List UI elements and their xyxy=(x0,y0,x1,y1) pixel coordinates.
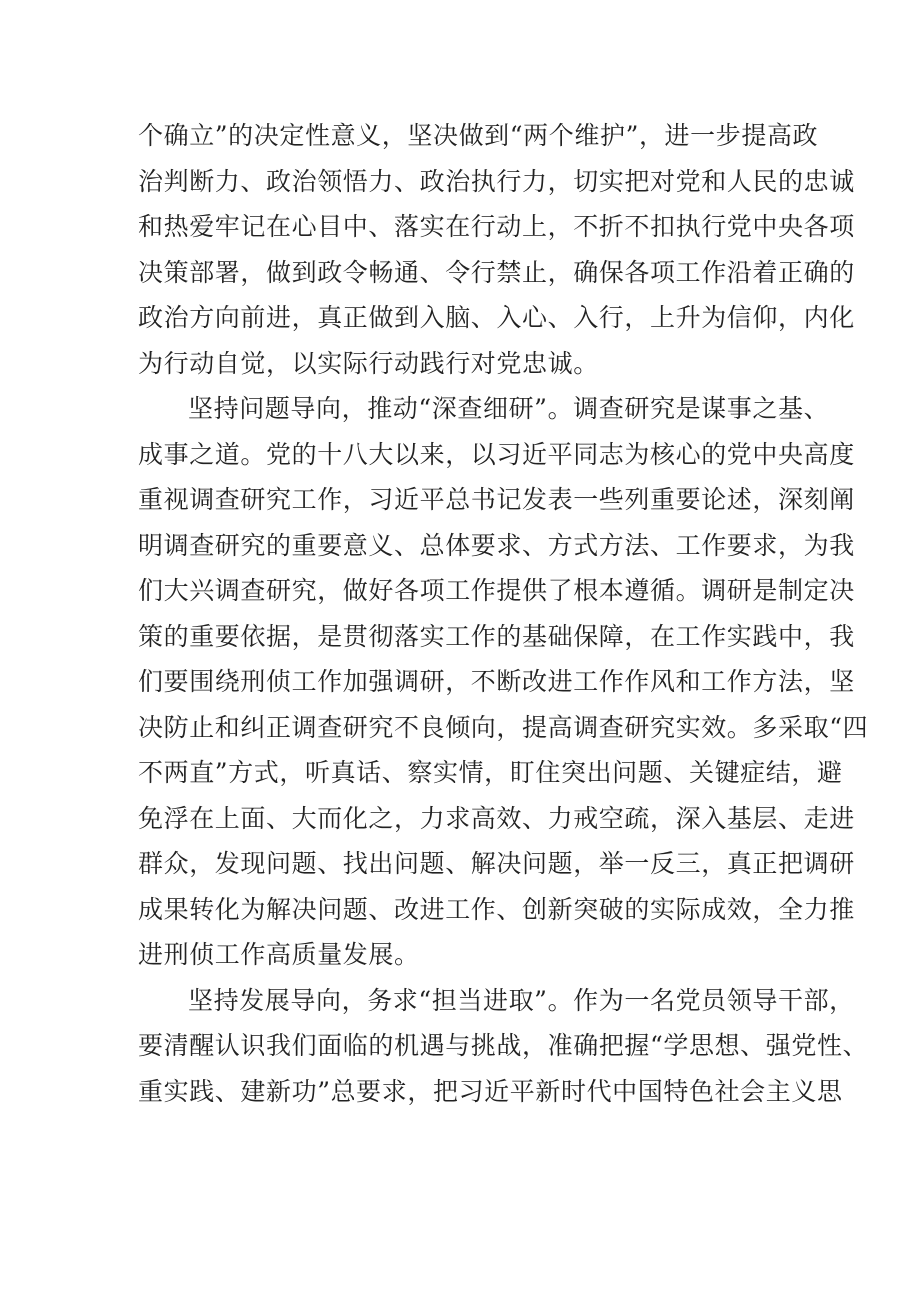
paragraph-1 xyxy=(138,113,855,386)
text-line: 重视调查研究工作，习近平总书记发表一些列重要论述，深刻阐 xyxy=(138,485,855,514)
text-line: 个确立”的决定性意义，坚决做到“两个维护”，进一步提高政 xyxy=(138,121,819,150)
paragraph-3 xyxy=(138,978,869,1115)
text-line: 们要围绕刑侦工作加强调研，不断改进工作作风和工作方法，坚 xyxy=(138,667,855,696)
text-line: 治判断力、政治领悟力、政治执行力，切实把对党和人民的忠诚 xyxy=(138,166,855,196)
document-body xyxy=(138,113,869,1114)
text-line: 决防止和纠正调查研究不良倾向，提高调查研究实效。多采取“四 xyxy=(138,712,869,742)
text-line: 坚持问题导向，推动“深查细研”。调查研究是谋事之基、 xyxy=(188,394,830,423)
text-line: 们大兴调查研究，做好各项工作提供了根本遵循。调研是制定决 xyxy=(138,576,855,605)
text-line: 免浮在上面、大而化之，力求高效、力戒空疏，深入基层、走进 xyxy=(138,803,855,833)
paragraph-2 xyxy=(138,386,869,978)
text-line: 策的重要依据，是贯彻落实工作的基础保障，在工作实践中，我 xyxy=(138,621,855,651)
text-line: 要清醒认识我们面临的机遇与挑战，准确把握“学思想、强党性、 xyxy=(138,1031,869,1060)
text-line: 明调查研究的重要意义、总体要求、方式方法、工作要求，为我 xyxy=(138,530,855,560)
text-line: 进刑侦工作高质量发展。 xyxy=(138,940,420,969)
text-line: 群众，发现问题、找出问题、解决问题，举一反三，真正把调研 xyxy=(138,849,855,878)
text-line: 决策部署，做到政令畅通、令行禁止，确保各项工作沿着正确的 xyxy=(138,257,855,287)
text-line: 成果转化为解决问题、改进工作、创新突破的实际成效，全力推 xyxy=(138,894,855,924)
text-line: 政治方向前进，真正做到入脑、入心、入行，上升为信仰，内化 xyxy=(138,303,855,332)
text-line: 为行动自觉，以实际行动践行对党忠诚。 xyxy=(138,348,599,378)
text-line: 坚持发展导向，务求“担当进取”。作为一名党员领导干部， xyxy=(188,985,855,1015)
text-line: 不两直”方式，听真话、察实情，盯住突出问题、关键症结，避 xyxy=(138,758,843,787)
text-line: 和热爱牢记在心目中、落实在行动上，不折不扣执行党中央各项 xyxy=(138,212,855,241)
text-line: 成事之道。党的十八大以来，以习近平同志为核心的党中央高度 xyxy=(138,439,855,469)
text-line: 重实践、建新功”总要求，把习近平新时代中国特色社会主义思 xyxy=(138,1076,843,1106)
